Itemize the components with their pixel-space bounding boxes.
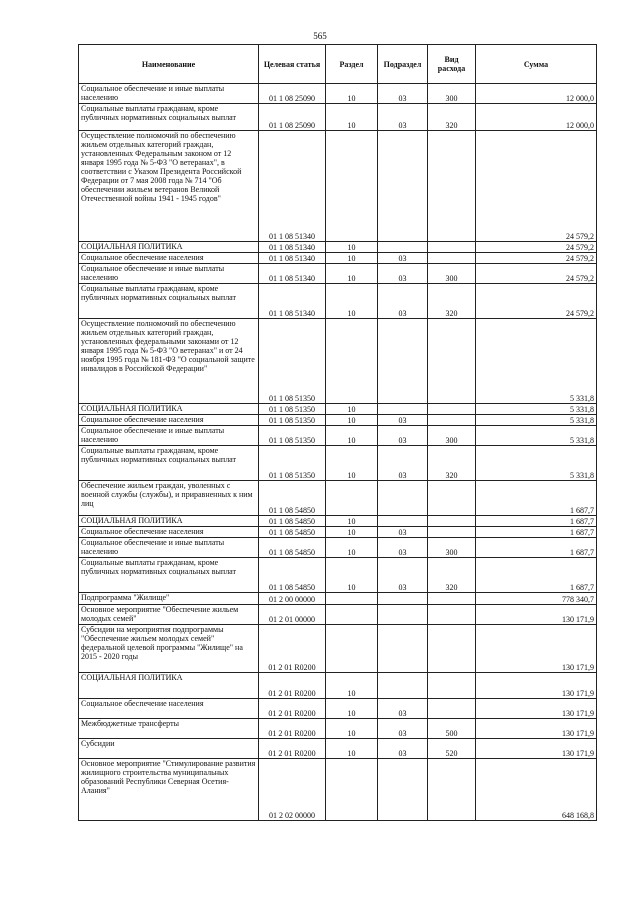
table-row bbox=[79, 605, 597, 625]
row-sum: 1 687,7 bbox=[476, 558, 597, 593]
table-body bbox=[79, 84, 597, 821]
row-type bbox=[428, 759, 476, 821]
row-section: 10 bbox=[326, 104, 378, 131]
row-subsection: 03 bbox=[378, 415, 428, 426]
row-sum: 5 331,8 bbox=[476, 404, 597, 415]
row-sum: 24 579,2 bbox=[476, 264, 597, 284]
row-subsection bbox=[378, 481, 428, 516]
row-sum: 12 000,0 bbox=[476, 104, 597, 131]
row-section: 10 bbox=[326, 719, 378, 739]
row-name: СОЦИАЛЬНАЯ ПОЛИТИКА bbox=[79, 673, 259, 699]
header-sum: Сумма bbox=[476, 45, 597, 84]
row-type bbox=[428, 625, 476, 673]
row-type bbox=[428, 673, 476, 699]
row-section bbox=[326, 759, 378, 821]
row-target: 01 1 08 51340 bbox=[259, 131, 326, 242]
row-type bbox=[428, 605, 476, 625]
table-row bbox=[79, 699, 597, 719]
row-target: 01 1 08 51350 bbox=[259, 415, 326, 426]
row-section: 10 bbox=[326, 673, 378, 699]
row-section: 10 bbox=[326, 264, 378, 284]
table-row bbox=[79, 264, 597, 284]
row-sum: 24 579,2 bbox=[476, 253, 597, 264]
row-name: Осуществление полномочий по обеспечению жильем отдельных категорий граждан, установленных федеральными законами от 12 января 1995 года № 5-ФЗ "О ветеранах" и от 24 ноября 1995 года № 181-ФЗ "О социальной защите инвалидов в Российской Федерации" bbox=[79, 319, 259, 404]
row-target: 01 1 08 51350 bbox=[259, 404, 326, 415]
table-row bbox=[79, 415, 597, 426]
row-type bbox=[428, 481, 476, 516]
row-name: Социальные выплаты гражданам, кроме публичных нормативных социальных выплат bbox=[79, 558, 259, 593]
row-name: Социальное обеспечение и иные выплаты населению bbox=[79, 84, 259, 104]
row-sum: 24 579,2 bbox=[476, 131, 597, 242]
row-section bbox=[326, 481, 378, 516]
row-type bbox=[428, 527, 476, 538]
row-subsection: 03 bbox=[378, 104, 428, 131]
row-type: 320 bbox=[428, 558, 476, 593]
table-row bbox=[79, 84, 597, 104]
row-type: 320 bbox=[428, 284, 476, 319]
row-type bbox=[428, 593, 476, 605]
row-sum: 130 171,9 bbox=[476, 739, 597, 759]
row-type: 300 bbox=[428, 426, 476, 446]
row-sum: 24 579,2 bbox=[476, 242, 597, 253]
row-subsection bbox=[378, 319, 428, 404]
row-section: 10 bbox=[326, 84, 378, 104]
row-name: Социальные выплаты гражданам, кроме публичных нормативных социальных выплат bbox=[79, 284, 259, 319]
row-target: 01 2 01 00000 bbox=[259, 605, 326, 625]
row-section: 10 bbox=[326, 253, 378, 264]
row-type bbox=[428, 415, 476, 426]
row-subsection bbox=[378, 242, 428, 253]
row-subsection bbox=[378, 404, 428, 415]
row-section: 10 bbox=[326, 446, 378, 481]
row-type: 300 bbox=[428, 84, 476, 104]
row-target: 01 2 00 00000 bbox=[259, 593, 326, 605]
table-row bbox=[79, 759, 597, 821]
table-row bbox=[79, 516, 597, 527]
table-row bbox=[79, 538, 597, 558]
row-section bbox=[326, 593, 378, 605]
row-type: 520 bbox=[428, 739, 476, 759]
row-sum: 12 000,0 bbox=[476, 84, 597, 104]
row-target: 01 1 08 51340 bbox=[259, 242, 326, 253]
row-subsection: 03 bbox=[378, 538, 428, 558]
row-type bbox=[428, 253, 476, 264]
row-sum: 130 171,9 bbox=[476, 699, 597, 719]
table-row bbox=[79, 481, 597, 516]
row-name: Межбюджетные трансферты bbox=[79, 719, 259, 739]
table-row bbox=[79, 426, 597, 446]
row-target: 01 2 01 R0200 bbox=[259, 719, 326, 739]
row-target: 01 1 08 54850 bbox=[259, 516, 326, 527]
row-target: 01 1 08 51340 bbox=[259, 264, 326, 284]
row-section: 10 bbox=[326, 404, 378, 415]
row-section: 10 bbox=[326, 415, 378, 426]
table-row bbox=[79, 446, 597, 481]
row-sum: 5 331,8 bbox=[476, 319, 597, 404]
row-sum: 1 687,7 bbox=[476, 527, 597, 538]
row-subsection bbox=[378, 516, 428, 527]
row-name: Подпрограмма "Жилище" bbox=[79, 593, 259, 605]
row-type bbox=[428, 699, 476, 719]
row-name: Субсидии на мероприятия подпрограммы "Обеспечение жильем молодых семей" федеральной целевой программы "Жилище" на 2015 - 2020 годы bbox=[79, 625, 259, 673]
row-section: 10 bbox=[326, 527, 378, 538]
row-subsection bbox=[378, 605, 428, 625]
row-name: Социальное обеспечение населения bbox=[79, 253, 259, 264]
row-subsection: 03 bbox=[378, 253, 428, 264]
row-name: Социальные выплаты гражданам, кроме публичных нормативных социальных выплат bbox=[79, 446, 259, 481]
table-row bbox=[79, 558, 597, 593]
row-section: 10 bbox=[326, 284, 378, 319]
row-subsection: 03 bbox=[378, 264, 428, 284]
row-type bbox=[428, 131, 476, 242]
row-name: Социальные выплаты гражданам, кроме публичных нормативных социальных выплат bbox=[79, 104, 259, 131]
header-section: Раздел bbox=[326, 45, 378, 84]
row-name: СОЦИАЛЬНАЯ ПОЛИТИКА bbox=[79, 516, 259, 527]
row-sum: 5 331,8 bbox=[476, 426, 597, 446]
row-subsection: 03 bbox=[378, 84, 428, 104]
row-name: Социальное обеспечение населения bbox=[79, 699, 259, 719]
row-target: 01 1 08 54850 bbox=[259, 527, 326, 538]
row-subsection bbox=[378, 759, 428, 821]
row-name: Основное мероприятие "Обеспечение жильем молодых семей" bbox=[79, 605, 259, 625]
row-subsection: 03 bbox=[378, 284, 428, 319]
row-name: Социальное обеспечение и иные выплаты населению bbox=[79, 264, 259, 284]
row-target: 01 1 08 25090 bbox=[259, 104, 326, 131]
row-name: Социальное обеспечение и иные выплаты населению bbox=[79, 538, 259, 558]
row-type bbox=[428, 242, 476, 253]
row-target: 01 1 08 54850 bbox=[259, 558, 326, 593]
table-row bbox=[79, 319, 597, 404]
row-type: 300 bbox=[428, 538, 476, 558]
row-section: 10 bbox=[326, 538, 378, 558]
table-row bbox=[79, 719, 597, 739]
table-row bbox=[79, 593, 597, 605]
row-target: 01 2 01 R0200 bbox=[259, 699, 326, 719]
row-name: СОЦИАЛЬНАЯ ПОЛИТИКА bbox=[79, 404, 259, 415]
table-row bbox=[79, 673, 597, 699]
row-target: 01 1 08 51350 bbox=[259, 426, 326, 446]
row-subsection: 03 bbox=[378, 446, 428, 481]
row-name: Осуществление полномочий по обеспечению жильем отдельных категорий граждан, установленных Федеральным законом от 12 января 1995 года № 5-ФЗ "О ветеранах", в соответствии с Указом Президента Российской Федерации от 7 мая 2008 года № 714 "Об обеспечении жильем ветеранов Великой Отечественной войны 1941 - 1945 годов" bbox=[79, 131, 259, 242]
row-section: 10 bbox=[326, 558, 378, 593]
row-target: 01 2 01 R0200 bbox=[259, 739, 326, 759]
header-row bbox=[79, 45, 597, 84]
row-type bbox=[428, 319, 476, 404]
row-target: 01 1 08 51340 bbox=[259, 253, 326, 264]
row-subsection: 03 bbox=[378, 426, 428, 446]
row-name: Обеспечение жильем граждан, уволенных с военной службы (службы), и приравненных к ним лиц bbox=[79, 481, 259, 516]
row-name: Социальное обеспечение населения bbox=[79, 527, 259, 538]
row-target: 01 1 08 25090 bbox=[259, 84, 326, 104]
row-subsection: 03 bbox=[378, 699, 428, 719]
row-target: 01 2 02 00000 bbox=[259, 759, 326, 821]
row-subsection: 03 bbox=[378, 527, 428, 538]
row-target: 01 1 08 54850 bbox=[259, 481, 326, 516]
row-name: Социальное обеспечение населения bbox=[79, 415, 259, 426]
row-type: 320 bbox=[428, 446, 476, 481]
row-sum: 5 331,8 bbox=[476, 446, 597, 481]
row-sum: 1 687,7 bbox=[476, 516, 597, 527]
table-row bbox=[79, 625, 597, 673]
row-type bbox=[428, 404, 476, 415]
page-number: 565 bbox=[313, 31, 327, 41]
row-sum: 24 579,2 bbox=[476, 284, 597, 319]
row-section: 10 bbox=[326, 426, 378, 446]
row-name: СОЦИАЛЬНАЯ ПОЛИТИКА bbox=[79, 242, 259, 253]
row-subsection: 03 bbox=[378, 558, 428, 593]
row-type: 300 bbox=[428, 264, 476, 284]
table-row bbox=[79, 404, 597, 415]
row-target: 01 1 08 51350 bbox=[259, 446, 326, 481]
header-name: Наименование bbox=[79, 45, 259, 84]
row-section: 10 bbox=[326, 516, 378, 527]
row-section: 10 bbox=[326, 699, 378, 719]
row-section bbox=[326, 319, 378, 404]
row-subsection bbox=[378, 593, 428, 605]
row-sum: 130 171,9 bbox=[476, 625, 597, 673]
table-row bbox=[79, 253, 597, 264]
row-subsection bbox=[378, 673, 428, 699]
table-row bbox=[79, 242, 597, 253]
table-row bbox=[79, 131, 597, 242]
row-target: 01 1 08 51340 bbox=[259, 284, 326, 319]
row-section: 10 bbox=[326, 242, 378, 253]
table-row bbox=[79, 739, 597, 759]
row-target: 01 2 01 R0200 bbox=[259, 673, 326, 699]
budget-table bbox=[78, 44, 597, 821]
row-sum: 130 171,9 bbox=[476, 719, 597, 739]
row-sum: 130 171,9 bbox=[476, 673, 597, 699]
header-type: Вид расхода bbox=[428, 45, 476, 84]
row-subsection bbox=[378, 131, 428, 242]
row-sum: 1 687,7 bbox=[476, 538, 597, 558]
row-section bbox=[326, 605, 378, 625]
row-target: 01 2 01 R0200 bbox=[259, 625, 326, 673]
table-row bbox=[79, 527, 597, 538]
header-subsection: Подраздел bbox=[378, 45, 428, 84]
row-name: Основное мероприятие "Стимулирование развития жилищного строительства муниципальных образований Республики Северная Осетия-Алания" bbox=[79, 759, 259, 821]
row-sum: 778 340,7 bbox=[476, 593, 597, 605]
row-type: 320 bbox=[428, 104, 476, 131]
row-section: 10 bbox=[326, 739, 378, 759]
table-row bbox=[79, 104, 597, 131]
table-row bbox=[79, 284, 597, 319]
row-subsection: 03 bbox=[378, 739, 428, 759]
row-name: Социальное обеспечение и иные выплаты населению bbox=[79, 426, 259, 446]
row-section bbox=[326, 625, 378, 673]
row-type: 500 bbox=[428, 719, 476, 739]
row-section bbox=[326, 131, 378, 242]
row-target: 01 1 08 54850 bbox=[259, 538, 326, 558]
row-sum: 130 171,9 bbox=[476, 605, 597, 625]
row-subsection: 03 bbox=[378, 719, 428, 739]
row-sum: 1 687,7 bbox=[476, 481, 597, 516]
row-name: Субсидии bbox=[79, 739, 259, 759]
row-type bbox=[428, 516, 476, 527]
row-subsection bbox=[378, 625, 428, 673]
header-target: Целевая статья bbox=[259, 45, 326, 84]
row-sum: 648 168,8 bbox=[476, 759, 597, 821]
row-sum: 5 331,8 bbox=[476, 415, 597, 426]
row-target: 01 1 08 51350 bbox=[259, 319, 326, 404]
